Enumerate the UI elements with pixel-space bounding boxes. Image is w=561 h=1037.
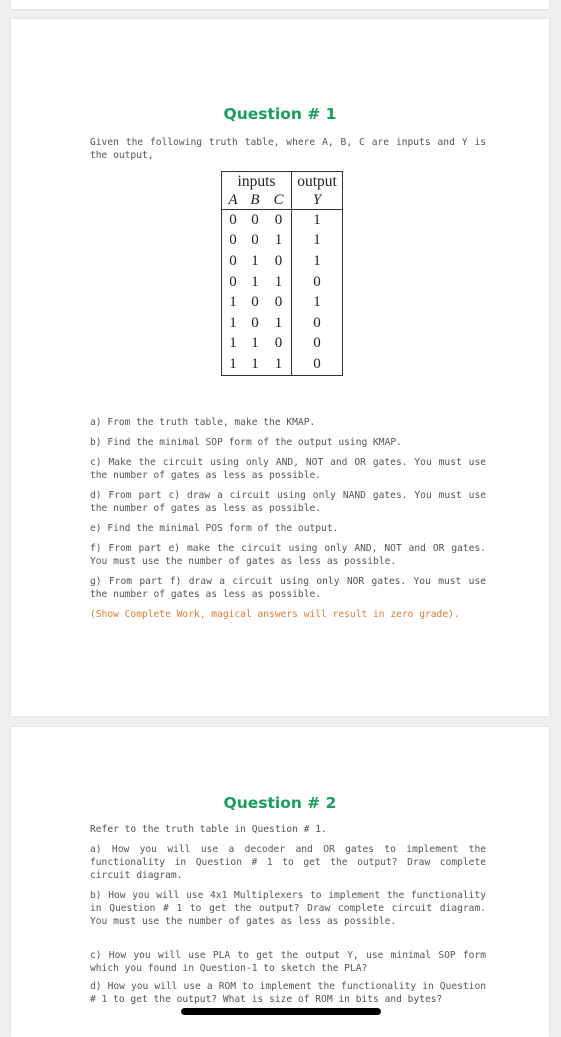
table-row [222, 251, 343, 272]
table-row [222, 272, 343, 293]
cell-y: 0 [292, 272, 343, 293]
table-row [222, 292, 343, 313]
question-1-part-g: g) From part f) draw a circuit using only NOR gates. You must use the number of gates as less as possible. [90, 576, 486, 600]
question-2-part-b: b) How you will use 4x1 Multiplexers to implement the functionality in Question # 1 to get the output? Draw complete circuit diagram. You must use the number of gates as less as possible. [90, 890, 486, 927]
cell-y: 0 [292, 313, 343, 334]
cell-b: 0 [251, 211, 259, 228]
cell-b: 1 [251, 252, 259, 269]
cell-a: 0 [222, 210, 245, 231]
cell-c: 1 [266, 354, 292, 375]
cell-b: 0 [251, 314, 259, 331]
question-2-part-a: a) How you will use a decoder and OR gates to implement the functionality in Question # 1 to get the output? Draw complete circuit diagram. [90, 844, 486, 881]
question-2-title: Question # 2 [223, 794, 337, 812]
cell-c: 0 [266, 334, 292, 355]
cell-a: 1 [222, 354, 245, 375]
cell-b: 1 [244, 354, 266, 375]
question-2-part-d: d) How you will use a ROM to implement the functionality in Question # 1 to get the output? What is size of ROM in bits and bytes? [90, 981, 486, 1005]
cell-c: 0 [266, 292, 292, 313]
cell-y: 1 [292, 231, 343, 252]
cell-b: 0 [251, 232, 259, 249]
question-1-part-c: c) Make the circuit using only AND, NOT and OR gates. You must use the number of gates as less as possible. [90, 457, 486, 481]
previous-page-edge [11, 0, 549, 9]
cell-y: 1 [292, 292, 343, 313]
question-1-part-d: d) From part c) draw a circuit using only NAND gates. You must use the number of gates as less as possible. [90, 490, 486, 514]
cell-c: 0 [266, 251, 292, 272]
document-page-1 [11, 19, 549, 716]
question-1-intro: Given the following truth table, where A, B, C are inputs and Y is the output, [90, 137, 486, 161]
output-header: output [292, 172, 343, 192]
table-row [222, 210, 343, 231]
home-indicator[interactable] [181, 1008, 381, 1015]
table-row [222, 231, 343, 252]
grading-note: (Show Complete Work, magical answers will result in zero grade). [90, 609, 460, 620]
var-b-header: B [244, 191, 266, 210]
cell-y: 0 [292, 334, 343, 355]
cell-a: 0 [222, 231, 245, 252]
cell-c: 1 [266, 272, 292, 293]
question-1-part-a: a) From the truth table, make the KMAP. [90, 417, 316, 428]
table-row [222, 334, 343, 355]
question-2-part-c: c) How you will use PLA to get the output Y, use minimal SOP form which you found in Question-1 to sketch the PLA? [90, 950, 486, 974]
cell-a: 0 [222, 272, 245, 293]
table-row [222, 354, 343, 375]
table-row [222, 313, 343, 334]
question-1-part-f: f) From part e) make the circuit using only AND, NOT and OR gates. You must use the number of gates as less as possible. [90, 543, 486, 567]
cell-b: 1 [251, 273, 259, 290]
cell-a: 1 [222, 313, 245, 334]
cell-c: 1 [266, 313, 292, 334]
cell-a: 1 [222, 292, 245, 313]
cell-b: 1 [251, 335, 259, 352]
question-1-title: Question # 1 [223, 105, 337, 123]
cell-y: 1 [292, 251, 343, 272]
var-y-header: Y [292, 191, 343, 210]
cell-c: 0 [266, 210, 292, 231]
truth-table [221, 171, 343, 376]
question-2-intro: Refer to the truth table in Question # 1. [90, 824, 327, 835]
question-1-part-e: e) Find the minimal POS form of the output. [90, 523, 339, 534]
cell-a: 0 [222, 251, 245, 272]
cell-y: 1 [292, 210, 343, 231]
question-1-part-b: b) Find the minimal SOP form of the output using KMAP. [90, 437, 402, 448]
inputs-header: inputs [222, 172, 292, 192]
cell-c: 1 [266, 231, 292, 252]
cell-y: 0 [292, 354, 343, 375]
document-page-2 [11, 727, 549, 1037]
cell-b: 0 [251, 294, 259, 311]
var-c-header: C [266, 191, 292, 210]
cell-a: 1 [222, 334, 245, 355]
var-a-header: A [222, 191, 245, 210]
